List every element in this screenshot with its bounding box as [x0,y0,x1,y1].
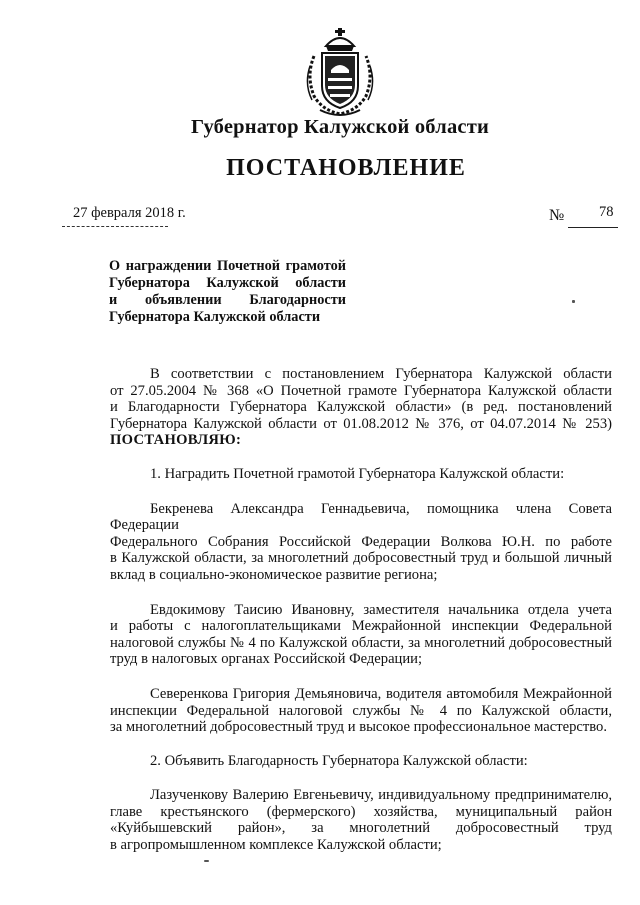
subject-line: Губернатора Калужской области [109,309,321,325]
awardee-2-line: труд в налоговых органах Российской Федерации; [110,651,423,668]
thanked-1-paragraph [110,787,612,853]
awardee-1-line: в Калужской области, за многолетний добросовестный труд и большой личный [110,550,612,567]
document-type-title: ПОСТАНОВЛЕНИЕ [226,155,466,181]
preamble-paragraph [110,366,612,449]
awardee-3-line: за многолетний добросовестный труд и высокое профессиональное мастерство. [110,719,607,736]
preamble-line: Губернатора Калужской области от 01.08.2012 № 376, от 04.07.2014 № 253) [110,415,612,432]
awardee-1-line: вклад в социально-экономическое развитие региона; [110,566,438,583]
awardee-3-line: инспекции Федеральной налоговой службы № 4 по Калужской области, [110,702,612,719]
order-word: ПОСТАНОВЛЯЮ: [110,432,242,449]
document-subject [109,258,346,326]
thanked-1-line: главе крестьянского (фермерского) хозяйства, муниципальный район [110,803,612,820]
document-body [110,366,612,854]
awardee-2-line: налоговой службы № 4 по Калужской области, за многолетний добросовестный [110,634,612,651]
thanked-1-line: Лазученкову Валерию Евгеньевичу, индивидуальному предпринимателю, [150,787,612,804]
subject-line: Губернатора Калужской области [109,275,346,291]
subject-line: О награждении Почетной грамотой [109,258,346,274]
awardee-3-line: Северенкова Григория Демьяновича, водителя автомобиля Межрайонной [150,685,612,702]
document-number: 78 [599,204,614,220]
awardee-2-paragraph [110,602,612,668]
awardee-3-paragraph [110,686,612,736]
scan-speck [572,300,575,303]
document-date: 27 февраля 2018 г. [73,205,186,221]
number-sign: № [549,207,565,224]
item-1-heading [110,466,612,483]
preamble-line: от 27.05.2004 № 368 «О Почетной грамоте Губернатора Калужской области [110,382,612,399]
preamble-line: и Благодарности Губернатора Калужской области» (в ред. постановлений [110,399,612,416]
issuing-authority: Губернатор Калужской области [191,116,489,138]
scan-speck [204,860,209,862]
awardee-2-line: и работы с налогоплательщиками Межрайонной инспекции Федеральной [110,618,612,635]
preamble-line: В соответствии с постановлением Губернатора Калужской области [150,366,612,382]
thanked-1-line: «Куйбышевский район», за многолетний добросовестный труд [110,820,612,837]
awardee-1-line: Бекренева Александра Геннадьевича, помощника члена Совета Федерации [110,500,612,534]
awardee-1-paragraph [110,501,612,584]
item-2-heading [110,753,612,770]
number-underline [568,227,618,228]
awardee-2-line: Евдокимову Таисию Ивановну, заместителя начальника отдела учета [150,601,612,618]
item-2-heading-text: 2. Объявить Благодарность Губернатора Калужской области: [150,752,528,769]
thanked-1-line: в агропромышленном комплексе Калужской области; [110,837,442,854]
subject-line: и объявлении Благодарности [109,292,346,308]
date-underline [62,226,168,227]
coat-of-arms-icon [304,26,376,118]
awardee-1-line: Федерального Собрания Российской Федерации Волкова Ю.Н. по работе [110,533,612,550]
item-1-heading-text: 1. Наградить Почетной грамотой Губернатора Калужской области: [150,465,565,482]
